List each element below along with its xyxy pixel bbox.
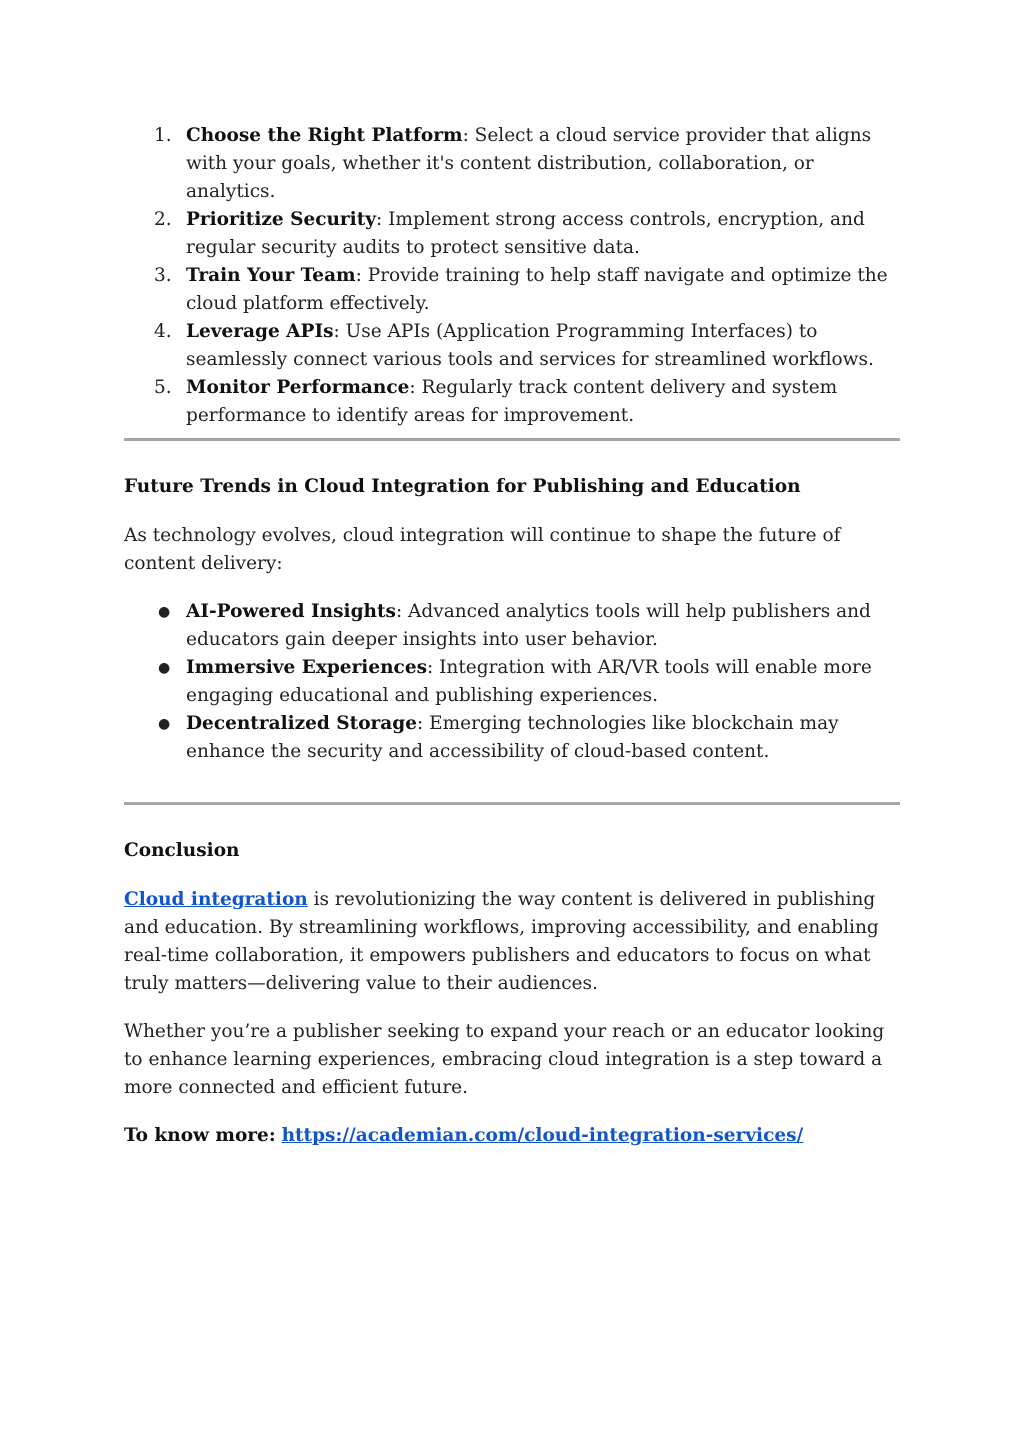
- step-title: Monitor Performance: [186, 377, 410, 398]
- list-item: [124, 262, 900, 318]
- section-divider: [124, 438, 900, 441]
- list-item: [124, 710, 900, 766]
- list-item: [124, 122, 900, 206]
- conclusion-paragraph-text: is revolutionizing the way content is delivered in publishing and education. By streamlining workflows, improving accessibility, and enabling real-time collaboration, it empowers publishers and educators to focus on what truly matters—delivering value to their audiences.: [124, 889, 879, 994]
- list-number: 5.: [154, 377, 172, 398]
- conclusion-paragraph: [124, 886, 900, 998]
- step-text: : Regularly track content delivery and system performance to identify areas for improvement.: [186, 377, 838, 426]
- list-item: [124, 598, 900, 654]
- bullet-icon: ●: [158, 604, 171, 620]
- trend-text: : Integration with AR/VR tools will enable more engaging educational and publishing experiences.: [186, 657, 872, 706]
- future-trends-intro: As technology evolves, cloud integration will continue to shape the future of content delivery:: [124, 525, 841, 574]
- trends-list: [124, 598, 900, 766]
- step-title: Leverage APIs: [186, 321, 334, 342]
- conclusion-heading: Conclusion: [124, 840, 240, 861]
- list-number: 4.: [154, 321, 172, 342]
- trend-text: : Advanced analytics tools will help publishers and educators gain deeper insights into user behavior.: [186, 601, 871, 650]
- trend-title: AI-Powered Insights: [186, 601, 396, 622]
- step-text: : Use APIs (Application Programming Interfaces) to seamlessly connect various tools and services for streamlined workflows.: [186, 321, 874, 370]
- cloud-integration-link[interactable]: Cloud integration: [124, 889, 308, 910]
- list-number: 1.: [154, 125, 172, 146]
- step-title: Choose the Right Platform: [186, 125, 463, 146]
- bullet-icon: ●: [158, 716, 171, 732]
- list-number: 3.: [154, 265, 172, 286]
- know-more-line: [124, 1122, 900, 1150]
- list-item: [124, 374, 900, 430]
- list-item: [124, 318, 900, 374]
- trend-title: Immersive Experiences: [186, 657, 428, 678]
- future-trends-heading: Future Trends in Cloud Integration for Publishing and Education: [124, 476, 801, 497]
- list-item: [124, 654, 900, 710]
- bullet-icon: ●: [158, 660, 171, 676]
- step-text: : Select a cloud service provider that aligns with your goals, whether it's content distribution, collaboration, or analytics.: [186, 125, 872, 202]
- step-title: Prioritize Security: [186, 209, 377, 230]
- step-text: : Provide training to help staff navigate and optimize the cloud platform effectively.: [186, 265, 888, 314]
- trend-text: : Emerging technologies like blockchain may enhance the security and accessibility of cloud-based content.: [186, 713, 839, 762]
- step-text: : Implement strong access controls, encryption, and regular security audits to protect sensitive data.: [186, 209, 865, 258]
- list-item: [124, 206, 900, 262]
- know-more-label: To know more:: [124, 1125, 276, 1146]
- trend-title: Decentralized Storage: [186, 713, 417, 734]
- step-title: Train Your Team: [186, 265, 356, 286]
- closing-paragraph: Whether you’re a publisher seeking to expand your reach or an educator looking to enhance learning experiences, embracing cloud integration is a step toward a more connected and efficient future.: [124, 1021, 885, 1098]
- know-more-link[interactable]: https://academian.com/cloud-integration-services/: [281, 1125, 804, 1146]
- steps-list: [124, 122, 900, 430]
- list-number: 2.: [154, 209, 172, 230]
- section-divider: [124, 802, 900, 805]
